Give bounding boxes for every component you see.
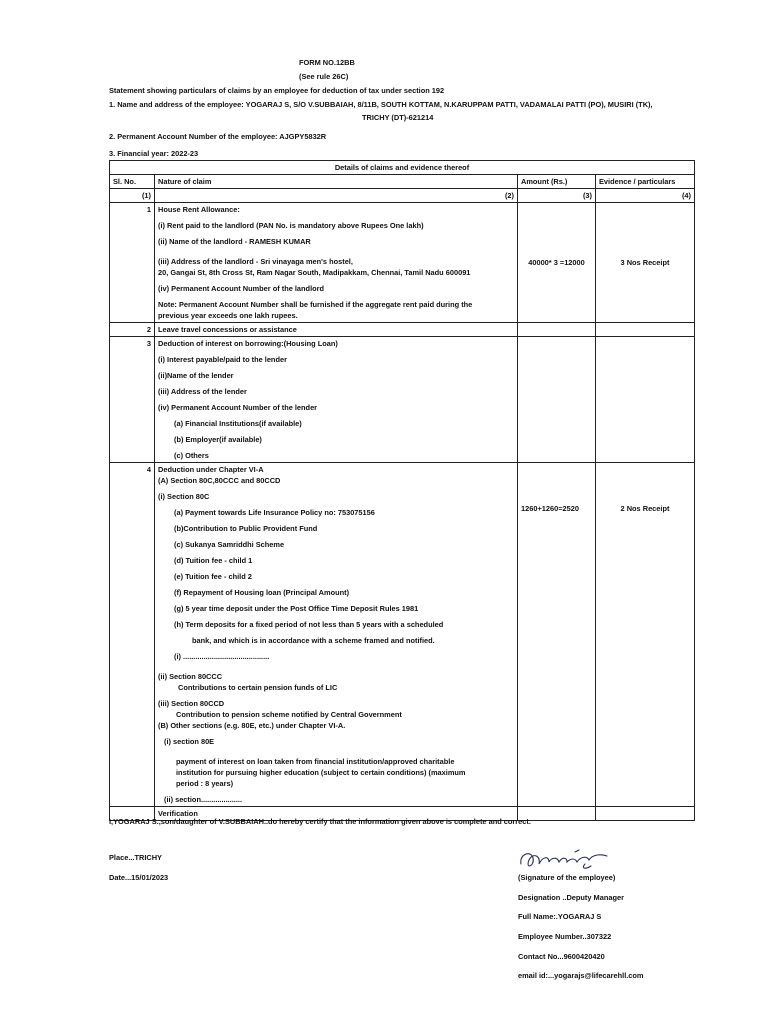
claim-line: (A) Section 80C,80CCC and 80CCD — [158, 476, 281, 485]
employee-number: Employee Number..307322 — [518, 932, 612, 941]
claim-line: (a) Financial Institutions(if available) — [174, 419, 302, 428]
table-title: Details of claims and evidence thereof — [110, 161, 695, 175]
table-colnum-row — [110, 189, 695, 203]
col-header-evidence: Evidence / particulars — [596, 175, 695, 189]
claim-line: (e) Tuition fee - child 2 — [174, 572, 252, 581]
claim-line: (i) Rent paid to the landlord (PAN No. is mandatory above Rupees One lakh) — [158, 221, 424, 230]
claim-line: (ii) section.................... — [164, 795, 243, 804]
email-id: email id:...yogarajs@lifecarehll.com — [518, 971, 644, 980]
claim-line: (i) .......................................... — [174, 652, 270, 661]
claim-chapter-via — [155, 463, 518, 807]
col-num: (3) — [518, 189, 596, 203]
form-number: FORM NO.12BB — [299, 58, 355, 67]
col-num: (2) — [155, 189, 518, 203]
claim-line: (iii) Section 80CCD — [158, 699, 225, 708]
claim-line: (b)Contribution to Public Provident Fund — [174, 524, 318, 533]
verification-label: Verification — [155, 807, 518, 821]
chapter-via-amount: 1260+1260=2520 — [518, 463, 596, 807]
claim-line: Deduction under Chapter VI-A — [158, 465, 264, 474]
row-sl-number: 1 — [110, 203, 155, 323]
claim-line: House Rent Allowance: — [158, 205, 240, 214]
claim-line: (i) Interest payable/paid to the lender — [158, 355, 287, 364]
claim-line: (iii) Address of the lender — [158, 387, 247, 396]
table-row — [110, 463, 695, 807]
claim-line: (i) Section 80C — [158, 492, 210, 501]
place: Place...TRICHY — [109, 853, 162, 862]
employee-pan: 2. Permanent Account Number of the employee: AJGPY5832R — [109, 132, 327, 141]
claim-line: (g) 5 year time deposit under the Post Office Time Deposit Rules 1981 — [174, 604, 419, 613]
date: Date...15/01/2023 — [109, 873, 169, 882]
claim-line: Note: Permanent Account Number shall be furnished if the aggregate rent paid during the — [158, 300, 473, 309]
claim-line: (a) Payment towards Life Insurance Policy no: 753075156 — [174, 508, 375, 517]
col-num: (4) — [596, 189, 695, 203]
claim-line: Deduction of interest on borrowing:(Housing Loan) — [158, 339, 338, 348]
full-name: Full Name:.YOGARAJ S — [518, 912, 602, 921]
claim-line: (B) Other sections (e.g. 80E, etc.) under Chapter VI-A. — [158, 721, 346, 730]
hra-evidence: 3 Nos Receipt — [596, 203, 695, 323]
table-row — [110, 203, 695, 323]
hra-amount: 40000* 3 =12000 — [518, 203, 596, 323]
claim-line: previous year exceeds one lakh rupees. — [158, 311, 298, 320]
claim-line: (d) Tuition fee - child 1 — [174, 556, 253, 565]
claim-lta: Leave travel concessions or assistance — [155, 323, 518, 337]
statement-title: Statement showing particulars of claims by an employee for deduction of tax under section 192 — [109, 86, 445, 95]
financial-year: 3. Financial year: 2022-23 — [109, 149, 199, 158]
claims-table — [109, 160, 695, 821]
employee-address-cont: TRICHY (DT)-621214 — [362, 113, 434, 122]
contact-number: Contact No...9600420420 — [518, 952, 605, 961]
claim-line: (iv) Permanent Account Number of the lender — [158, 403, 318, 412]
claim-line: (iv) Permanent Account Number of the landlord — [158, 284, 325, 293]
claim-line: (c) Others — [174, 451, 209, 460]
claim-line: (ii) Name of the landlord - RAMESH KUMAR — [158, 237, 311, 246]
col-header-amount: Amount (Rs.) — [518, 175, 596, 189]
employee-signature — [515, 846, 625, 874]
claim-line: Contribution to pension scheme notified by Central Government — [176, 710, 402, 719]
signature-label: (Signature of the employee) — [518, 873, 616, 882]
claim-line: (iii) Address of the landlord - Sri vinayaga men's hostel, — [158, 257, 353, 266]
claim-line: (c) Sukanya Samriddhi Scheme — [174, 540, 285, 549]
claim-hra — [155, 203, 518, 323]
table-row — [110, 337, 695, 463]
claim-line: (f) Repayment of Housing loan (Principal Amount) — [174, 588, 350, 597]
row-sl-number: 3 — [110, 337, 155, 463]
col-header-sl: Sl. No. — [110, 175, 155, 189]
claim-line: (i) section 80E — [164, 737, 215, 746]
claim-housing-loan — [155, 337, 518, 463]
table-header-row — [110, 175, 695, 189]
chapter-via-evidence: 2 Nos Receipt — [596, 463, 695, 807]
claim-line: bank, and which is in accordance with a scheme framed and notified. — [192, 636, 435, 645]
col-header-nature: Nature of claim — [155, 175, 518, 189]
designation: Designation ..Deputy Manager — [518, 893, 624, 902]
declaration: I,YOGARAJ S.,son/daughter of V.SUBBAIAH..do hereby certify that the information given above is complete and correct. — [109, 817, 531, 826]
rule-reference: (See rule 26C) — [299, 72, 349, 81]
claim-line: (h) Term deposits for a fixed period of not less than 5 years with a scheduled — [174, 620, 444, 629]
claim-line: (ii) Section 80CCC — [158, 672, 223, 681]
claim-line: (ii)Name of the lender — [158, 371, 234, 380]
row-sl-number: 2 — [110, 323, 155, 337]
claim-line: (b) Employer(if available) — [174, 435, 262, 444]
row-sl-number: 4 — [110, 463, 155, 807]
col-num: (1) — [110, 189, 155, 203]
table-row — [110, 323, 695, 337]
claim-line: Contributions to certain pension funds of LIC — [178, 683, 338, 692]
claim-line: 20, Gangai St, 8th Cross St, Ram Nagar South, Madipakkam, Chennai, Tamil Nadu 600091 — [158, 268, 471, 277]
claim-line: payment of interest on loan taken from financial institution/approved charitable institution for pursuing higher education (subject to certain conditions) (maximum period : 8 years) — [176, 757, 466, 788]
employee-name-address: 1. Name and address of the employee: YOGARAJ S, S/O V.SUBBAIAH, 8/11B, SOUTH KOTTAM, N.KARUPPAM PATTI, VADAMALAI PATTI (PO), MUSIRI (TK), — [109, 100, 653, 109]
